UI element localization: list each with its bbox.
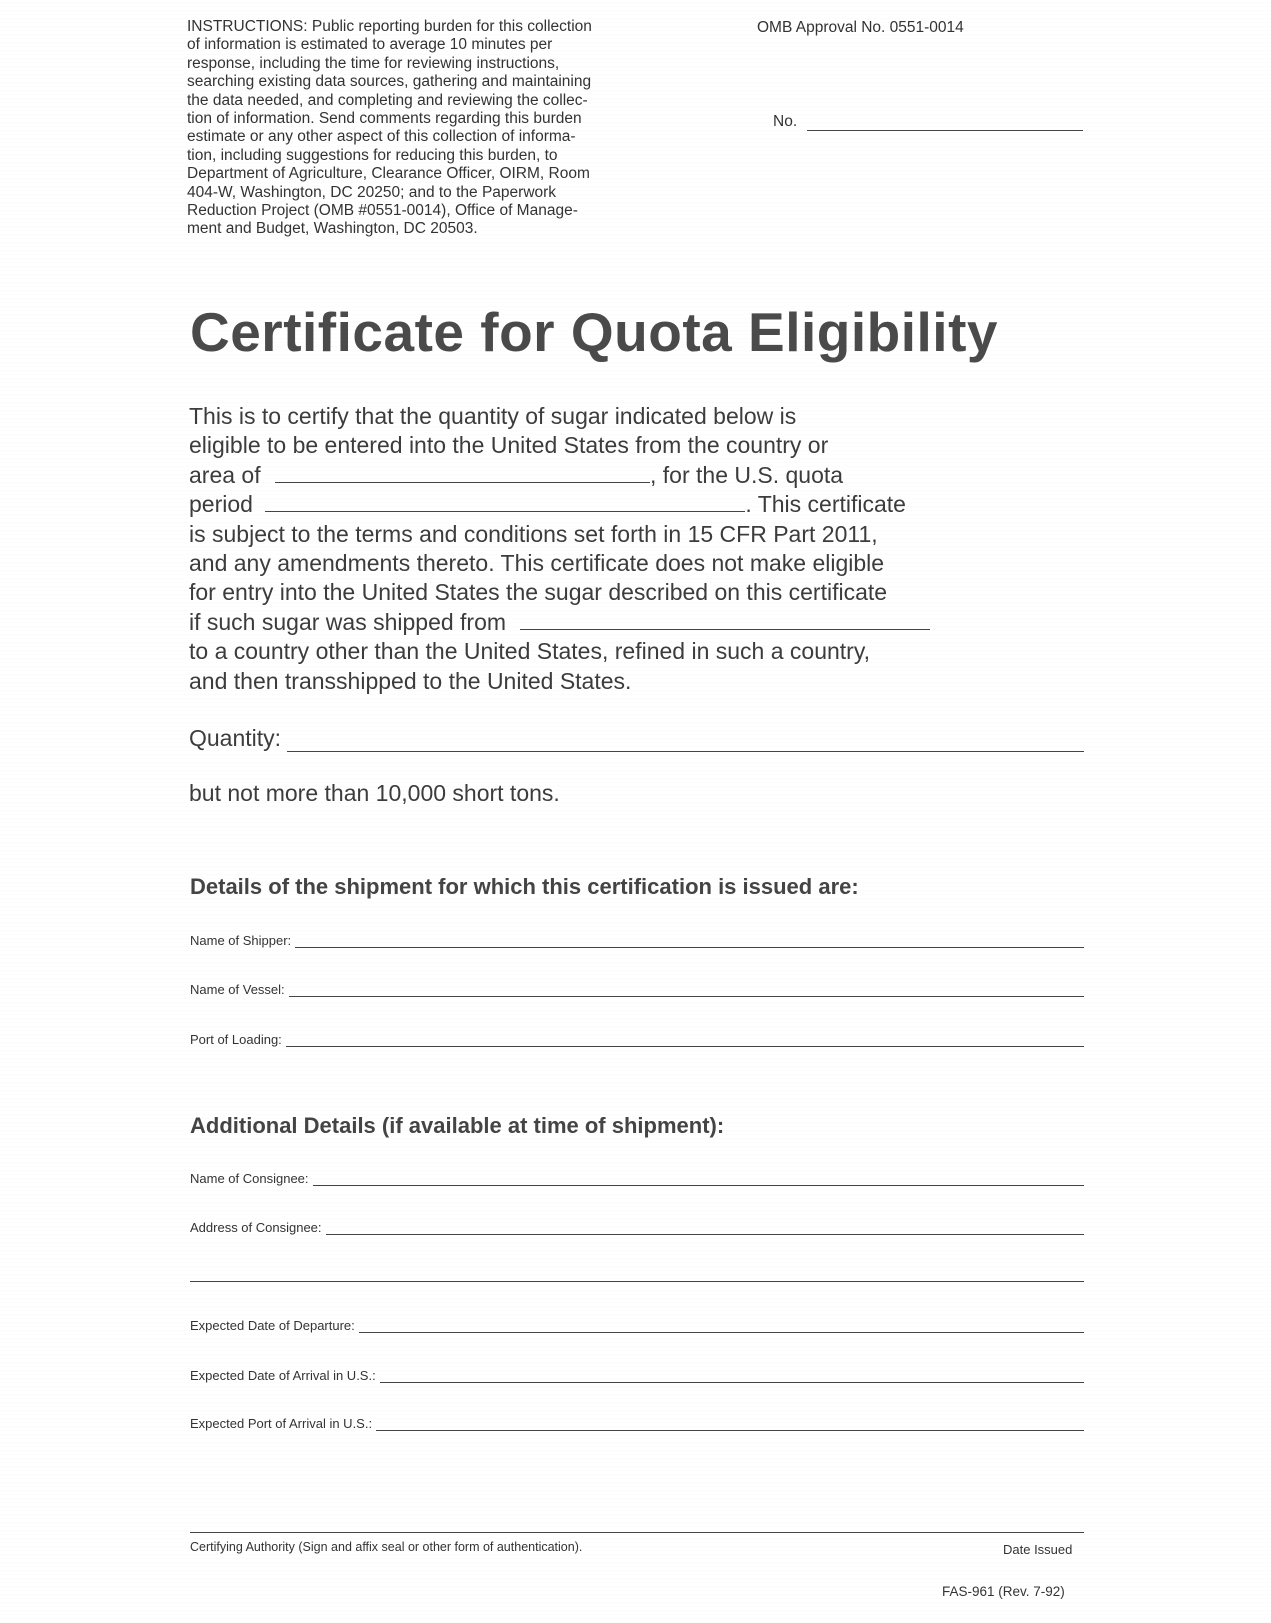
form-id: FAS-961 (Rev. 7-92) <box>942 1584 1065 1599</box>
expected-arrival-date-label: Expected Date of Arrival in U.S.: <box>190 1368 376 1383</box>
period-label: period <box>189 491 253 518</box>
instructions-line: tion of information. Send comments regarding this burden <box>187 110 582 128</box>
name-of-vessel-field[interactable] <box>190 982 1084 997</box>
expected-arrival-date-field[interactable] <box>190 1368 1084 1383</box>
quota-label: , for the U.S. quota <box>650 461 844 488</box>
country-area-blank[interactable] <box>275 461 650 483</box>
expected-arrival-port-label: Expected Port of Arrival in U.S.: <box>190 1416 373 1431</box>
address-continuation-blank[interactable] <box>190 1281 1084 1282</box>
name-of-vessel-label: Name of Vessel: <box>190 982 285 997</box>
instructions-block <box>187 18 667 239</box>
port-of-loading-blank[interactable] <box>286 1035 1084 1047</box>
instructions-line: the data needed, and completing and reviewing the collec- <box>187 91 588 109</box>
instructions-line: Reduction Project (OMB #0551-0014), Office of Manage- <box>187 202 578 220</box>
certification-line: and then transshipped to the United States. <box>189 667 632 694</box>
expected-arrival-port-blank[interactable] <box>376 1419 1084 1431</box>
instructions-line: of information is estimated to average 10 minutes per <box>187 36 553 54</box>
instructions-line: response, including the time for reviewing instructions, <box>187 54 560 72</box>
expected-arrival-date-blank[interactable] <box>380 1371 1084 1383</box>
name-of-shipper-label: Name of Shipper: <box>190 933 292 948</box>
certificate-label: . This certificate <box>745 491 906 518</box>
instructions-line: Department of Agriculture, Clearance Officer, OIRM, Room <box>187 165 590 183</box>
expected-departure-label: Expected Date of Departure: <box>190 1318 355 1333</box>
shipment-details-heading: Details of the shipment for which this certification is issued are: <box>190 874 859 899</box>
additional-details-heading: Additional Details (if available at time of shipment): <box>190 1113 725 1138</box>
signature-line[interactable] <box>190 1532 1084 1533</box>
expected-departure-field[interactable] <box>190 1318 1084 1333</box>
quantity-blank[interactable] <box>287 730 1084 752</box>
omb-approval-number: OMB Approval No. 0551-0014 <box>757 19 964 36</box>
certificate-number-blank[interactable] <box>807 117 1083 131</box>
page-title: Certificate for Quota Eligibility <box>190 301 998 363</box>
certification-line: for entry into the United States the sugar described on this certificate <box>189 579 888 606</box>
certification-line: and any amendments thereto. This certificate does not make eligible <box>189 550 885 577</box>
address-of-consignee-label: Address of Consignee: <box>190 1220 322 1235</box>
instructions-line: estimate or any other aspect of this collection of informa- <box>187 128 576 146</box>
instructions-line: ment and Budget, Washington, DC 20503. <box>187 220 478 238</box>
quantity-label: Quantity: <box>189 725 282 751</box>
instructions-line: tion, including suggestions for reducing this burden, to <box>187 146 558 164</box>
quantity-field[interactable] <box>189 725 1084 752</box>
instructions-line: searching existing data sources, gathering and maintaining <box>187 73 592 91</box>
instructions-line: INSTRUCTIONS: Public reporting burden for this collection <box>187 18 592 35</box>
certificate-number-field[interactable] <box>773 113 1083 131</box>
expected-departure-blank[interactable] <box>359 1321 1084 1333</box>
name-of-consignee-blank[interactable] <box>313 1174 1084 1186</box>
area-of-label: area of <box>189 461 261 488</box>
port-of-loading-label: Port of Loading: <box>190 1032 282 1047</box>
address-of-consignee-blank[interactable] <box>326 1223 1084 1235</box>
certification-line: is subject to the terms and conditions set forth in 15 CFR Part 2011, <box>189 520 878 547</box>
quota-period-blank[interactable] <box>265 490 745 512</box>
certification-line: eligible to be entered into the United States from the country or <box>189 432 829 459</box>
certification-line <box>189 490 1009 519</box>
quantity-limit-text: but not more than 10,000 short tons. <box>189 780 560 806</box>
name-of-shipper-field[interactable] <box>190 933 1084 948</box>
shipped-from-label: if such sugar was shipped from <box>189 608 507 635</box>
expected-arrival-port-field[interactable] <box>190 1416 1084 1431</box>
certification-line <box>189 461 1009 490</box>
certificate-number-label: No. <box>773 113 798 130</box>
certification-line: to a country other than the United States, refined in such a country, <box>189 638 871 665</box>
date-issued-label: Date Issued <box>1003 1542 1073 1557</box>
name-of-consignee-field[interactable] <box>190 1171 1084 1186</box>
certification-line <box>189 608 1009 637</box>
certifying-authority-label: Certifying Authority (Sign and affix seal or other form of authentication). <box>190 1540 583 1554</box>
shipped-from-blank[interactable] <box>520 608 930 630</box>
port-of-loading-field[interactable] <box>190 1032 1084 1047</box>
name-of-vessel-blank[interactable] <box>289 985 1084 997</box>
address-of-consignee-field[interactable] <box>190 1220 1084 1235</box>
name-of-shipper-blank[interactable] <box>295 936 1084 948</box>
name-of-consignee-label: Name of Consignee: <box>190 1171 309 1186</box>
certification-paragraph <box>189 402 1009 696</box>
instructions-line: 404-W, Washington, DC 20250; and to the Paperwork <box>187 183 557 201</box>
certification-line: This is to certify that the quantity of sugar indicated below is <box>189 403 797 429</box>
